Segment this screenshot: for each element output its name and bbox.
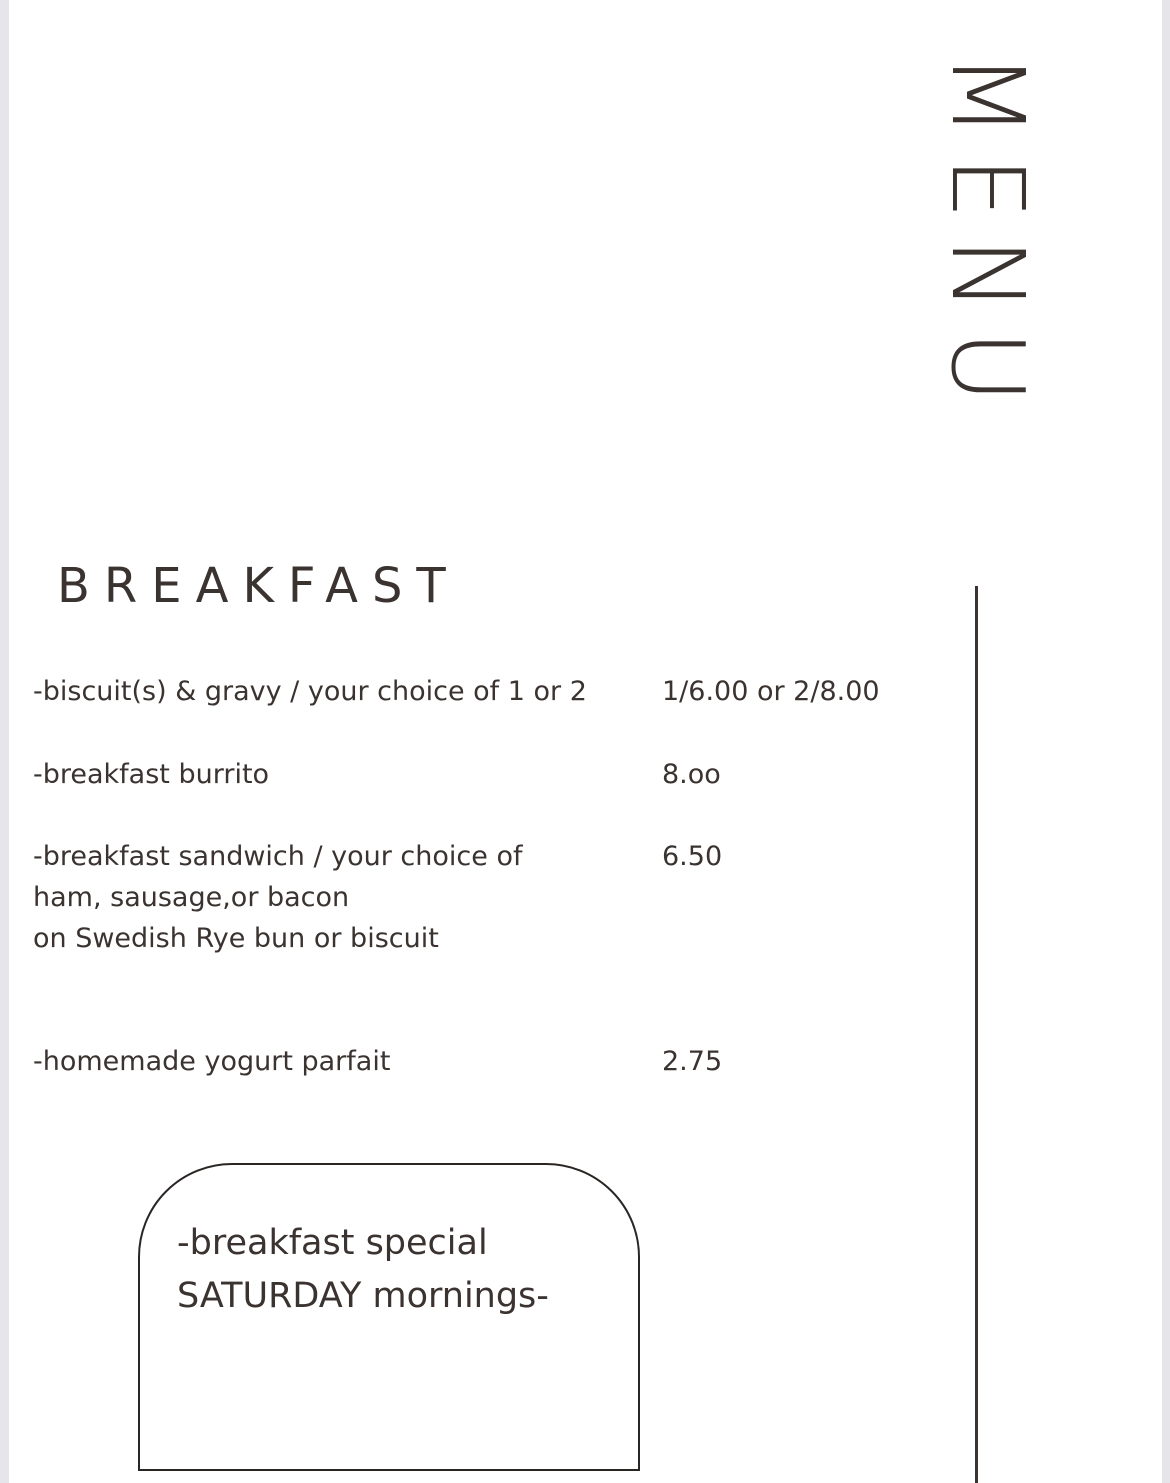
item-name [33,836,643,959]
vertical-divider [975,586,978,1483]
special-text [177,1217,549,1323]
item-name-line: -biscuit(s) & gravy / your choice of 1 or 2 [33,676,587,707]
breakfast-special-box [138,1163,640,1471]
item-name-line: -breakfast burrito [33,759,270,790]
menu-title: MENU [929,52,1046,422]
item-price: 6.50 [662,841,723,872]
item-name-line: on Swedish Rye bun or biscuit [33,923,439,954]
special-line: SATURDAY mornings- [177,1276,549,1316]
item-price: 8.oo [662,759,721,790]
item-name-line: -homemade yogurt parfait [33,1046,391,1077]
item-price: 2.75 [662,1046,723,1077]
item-name [33,671,643,712]
section-heading-breakfast: BREAKFAST [57,558,460,614]
item-price: 1/6.00 or 2/8.00 [662,676,880,707]
item-name [33,754,643,795]
item-name-line: ham, sausage,or bacon [33,882,350,913]
item-name-line: -breakfast sandwich / your choice of [33,841,523,872]
menu-page [9,0,1162,1483]
special-line: -breakfast special [177,1223,488,1263]
item-name [33,1041,643,1082]
